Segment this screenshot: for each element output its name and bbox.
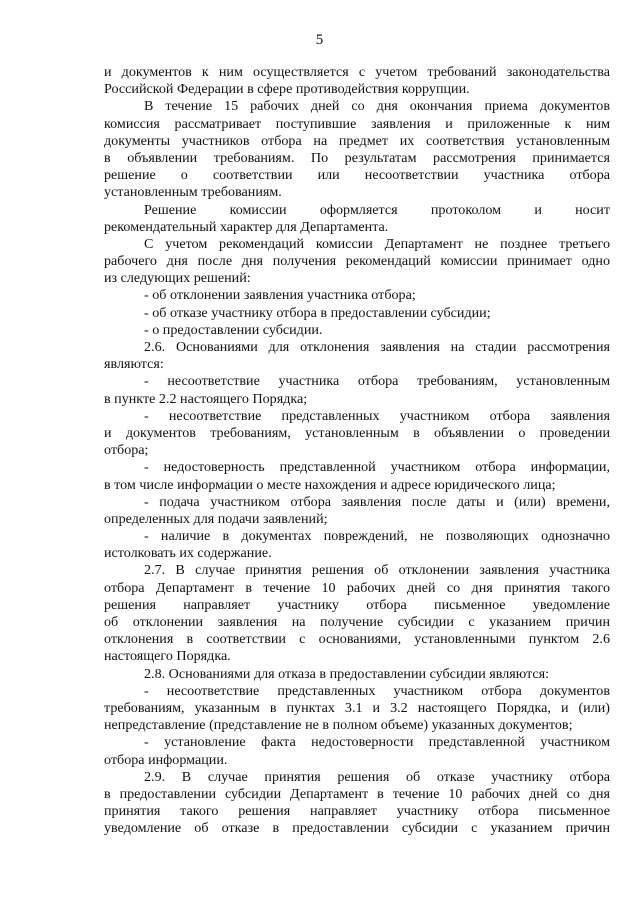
text-line: - подача участником отбора заявления после даты и (или) времени, <box>144 493 610 510</box>
text-line: в том числе информации о месте нахождения и адресе юридического лица; <box>104 476 556 493</box>
text-line: в объявлении требованиям. По результатам рассмотрения принимается <box>104 149 610 166</box>
text-line: отбора; <box>104 442 149 459</box>
text-line: и документов к ним осуществляется с учетом требований законодательства <box>104 64 610 80</box>
text-line: рекомендательный характер для Департамента. <box>104 218 389 235</box>
text-line: из следующих решений: <box>104 270 251 287</box>
text-line: 2.9. В случае принятия решения об отказе участнику отбора <box>144 768 610 785</box>
text-line: об отклонении заявления на получение субсидии с указанием причин <box>104 614 610 630</box>
text-line: в предоставлении субсидии Департамент в течение 10 рабочих дней со дня <box>104 785 610 802</box>
text-line: - недостоверность представленной участником отбора информации, <box>144 459 610 476</box>
text-line: - установление факта недостоверности представленной участником <box>144 734 610 751</box>
text-line: Российской Федерации в сфере противодействия коррупции. <box>104 81 470 98</box>
text-line: уведомление об отказе в предоставлении субсидии с указанием причин <box>104 820 610 837</box>
text-line: - о предоставлении субсидии. <box>144 321 323 338</box>
text-line: и документов требованиям, установленным в объявлении о проведении <box>104 424 610 441</box>
text-line: рабочего дня после дня получения рекомендаций комиссии принимает одно <box>104 253 610 270</box>
text-line: отбора Департамент в течение 10 рабочих дней со дня принятия такого <box>104 579 610 596</box>
text-line: 2.8. Основаниями для отказа в предоставлении субсидии являются: <box>144 665 550 682</box>
text-line: установленным требованиям. <box>104 184 282 201</box>
text-line: настоящего Порядка. <box>104 648 231 665</box>
text-line: Решение комиссии оформляется протоколом и носит <box>144 201 610 218</box>
text-line: - об отклонении заявления участника отбора; <box>144 287 416 304</box>
text-line: - об отказе участнику отбора в предоставлении субсидии; <box>144 304 491 321</box>
text-line: принятия такого решения направляет участнику отбора письменное <box>104 803 610 820</box>
text-line: С учетом рекомендаций комиссии Департамент не позднее третьего <box>144 235 610 252</box>
text-line: решения направляет участнику отбора письменное уведомление <box>104 596 610 613</box>
page-number: 5 <box>315 32 324 48</box>
text-line: - несоответствие представленных участником отбора документов <box>144 682 610 699</box>
text-line: определенных для подачи заявлений; <box>104 510 328 527</box>
body-text <box>104 64 610 837</box>
text-line: 2.6. Основаниями для отклонения заявления на стадии рассмотрения <box>144 339 610 355</box>
text-line: - несоответствие представленных участником отбора заявления <box>144 407 610 424</box>
text-line: документы участников отбора на предмет их соответствия установленным <box>104 132 610 149</box>
text-line: - наличие в документах повреждений, не позволяющих однозначно <box>144 528 610 545</box>
text-line: отклонения в соответствии с основаниями, установленными пунктом 2.6 <box>104 631 610 648</box>
text-line: истолковать их содержание. <box>104 545 272 562</box>
text-line: являются: <box>104 356 164 373</box>
text-line: отбора информации. <box>104 751 228 768</box>
text-line: комиссия рассматривает поступившие заявления и приложенные к ним <box>104 115 610 132</box>
text-line: - несоответствие участника отбора требованиям, установленным <box>144 373 610 390</box>
text-line: В течение 15 рабочих дней со дня окончания приема документов <box>144 98 610 115</box>
text-line: 2.7. В случае принятия решения об отклонении заявления участника <box>144 562 610 579</box>
text-line: непредставление (представление не в полном объеме) указанных документов; <box>104 717 573 734</box>
text-line: требованиям, указанным в пунктах 3.1 и 3.2 настоящего Порядка, и (или) <box>104 699 610 716</box>
text-line: в пункте 2.2 настоящего Порядка; <box>104 390 308 407</box>
text-line: решение о соответствии или несоответствии участника отбора <box>104 167 610 184</box>
